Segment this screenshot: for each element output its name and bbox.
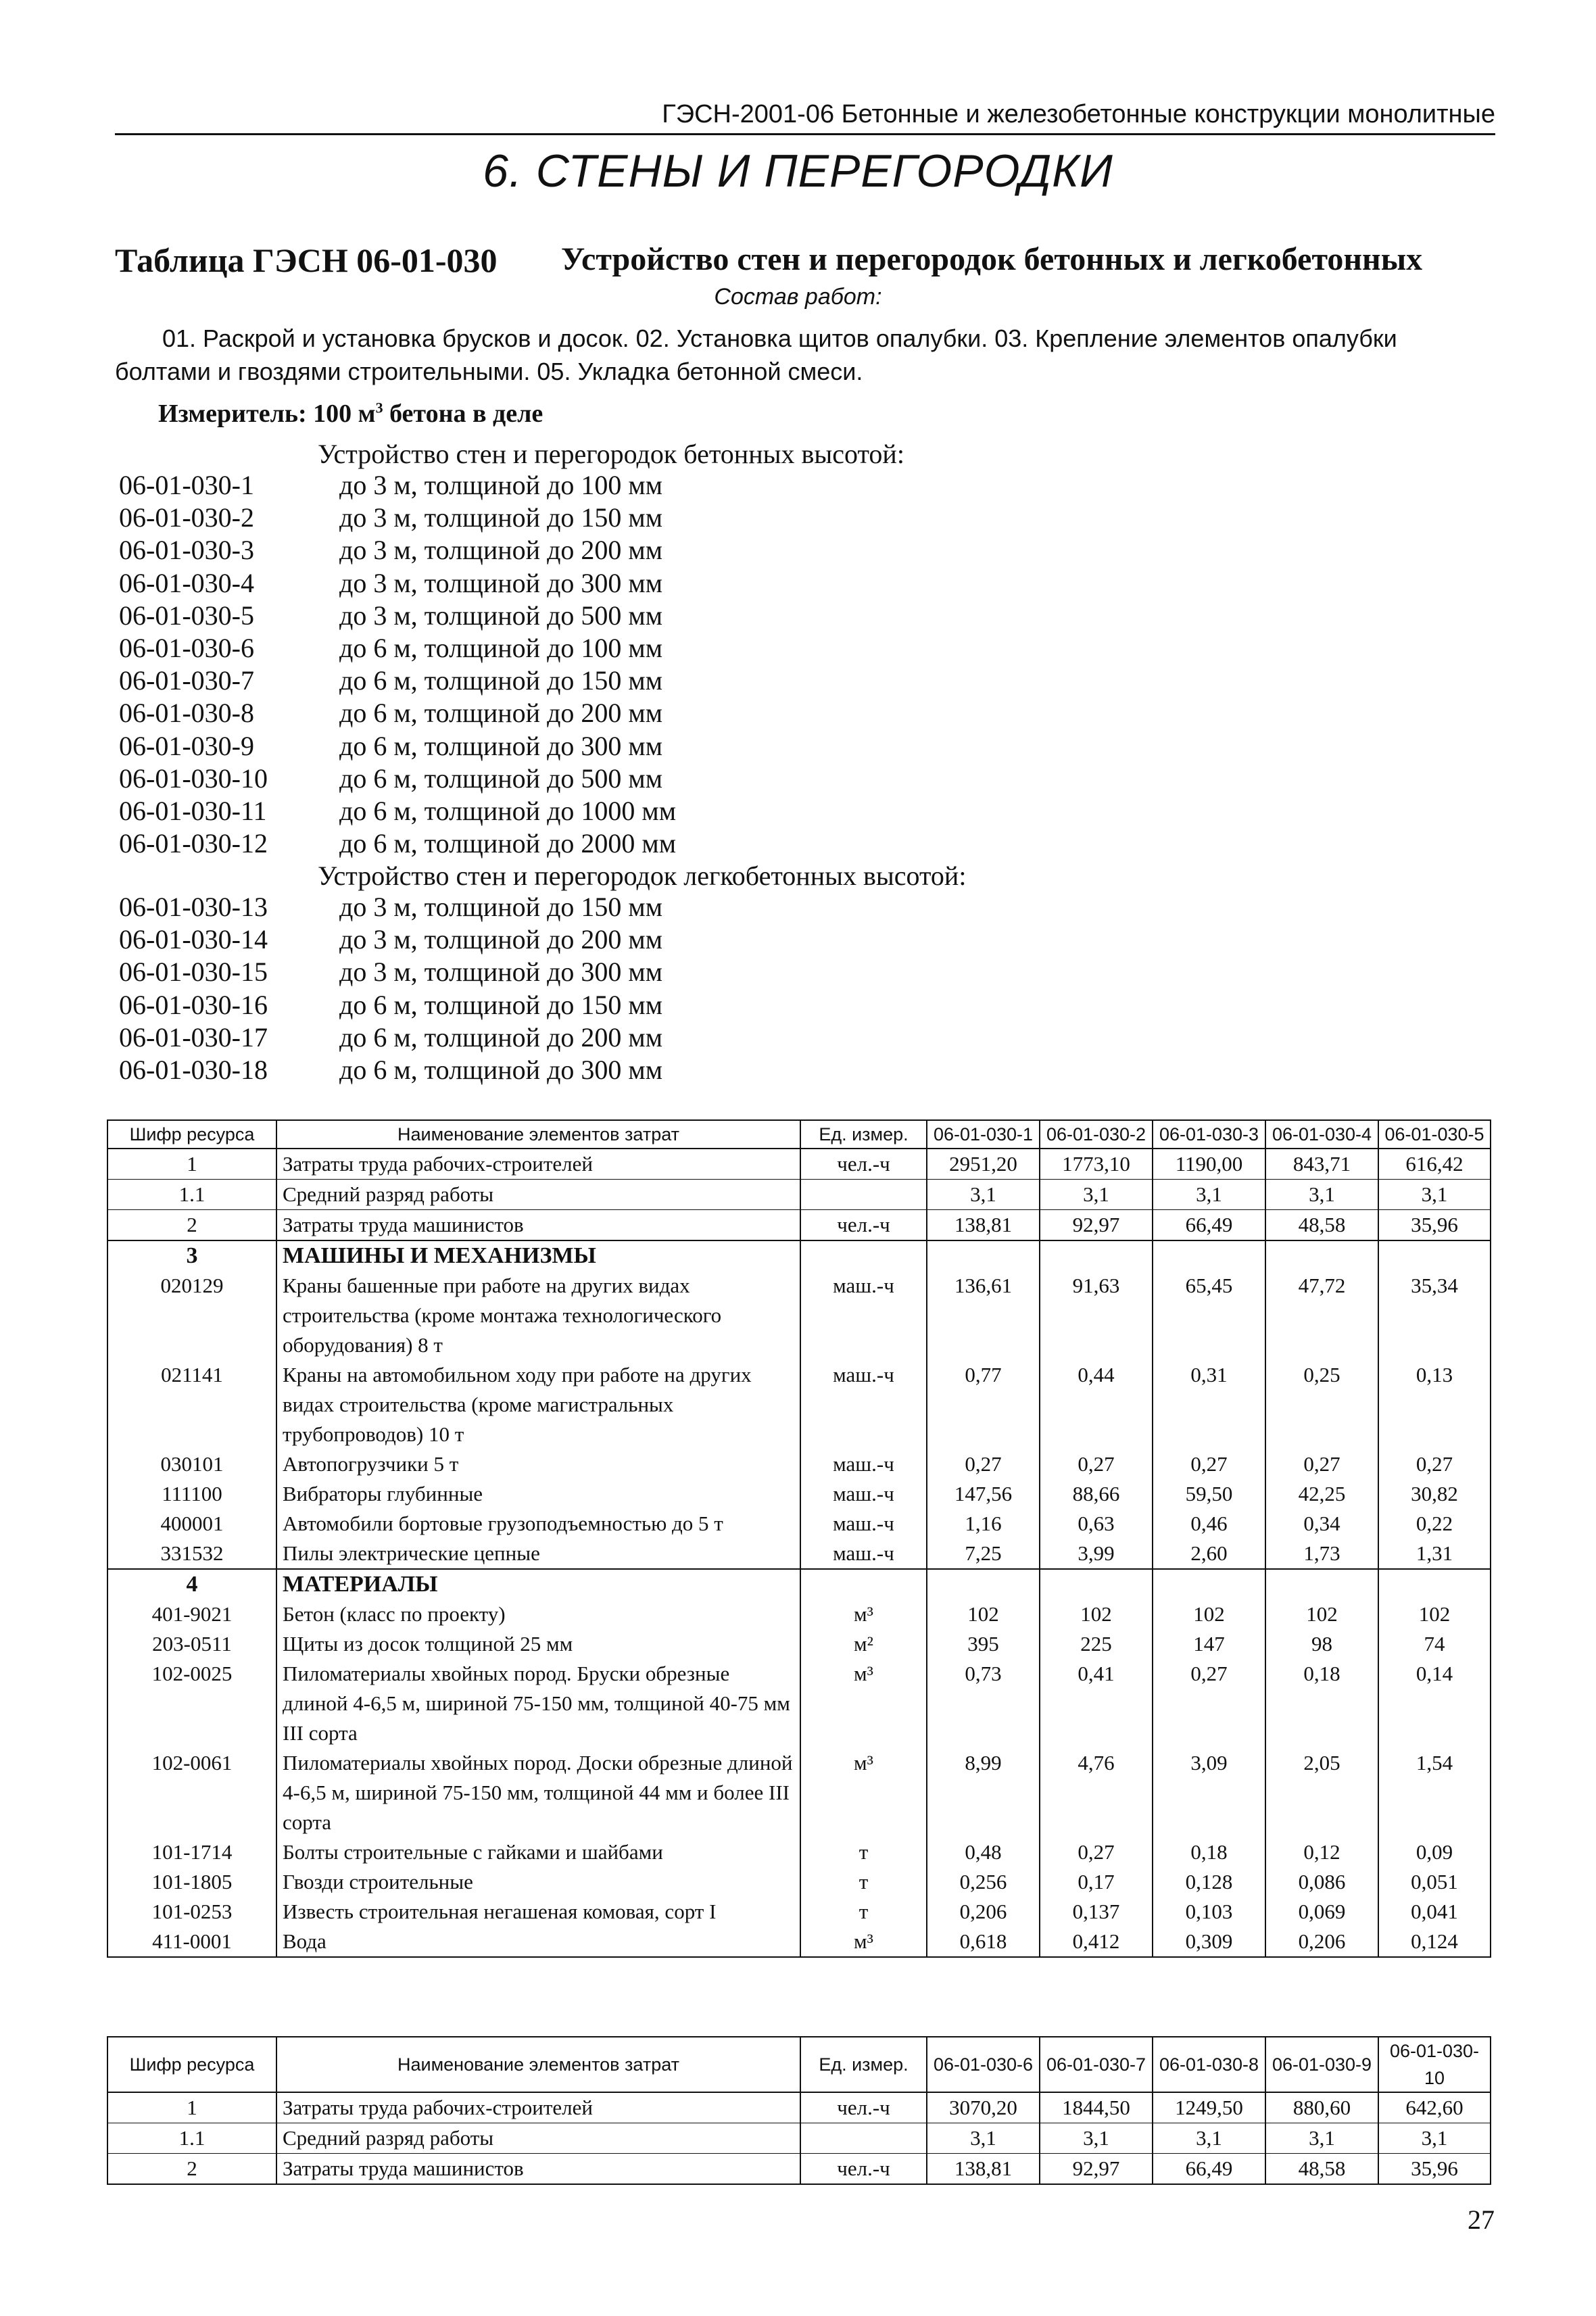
work-code: 06-01-030-6	[119, 633, 254, 664]
resource-value: 0,27	[1040, 1837, 1153, 1867]
resource-value: 843,71	[1265, 1149, 1378, 1180]
resource-value: 1773,10	[1040, 1149, 1153, 1180]
work-code: 06-01-030-11	[119, 796, 267, 827]
resource-value: 65,45	[1153, 1271, 1265, 1360]
table-row	[107, 1629, 1491, 1659]
resource-value	[927, 1569, 1040, 1599]
table-row	[107, 1479, 1491, 1509]
resource-unit	[800, 1180, 927, 1210]
resource-value: 0,256	[927, 1867, 1040, 1897]
resource-value: 1190,00	[1153, 1149, 1265, 1180]
work-description: до 6 м, толщиной до 100 мм	[339, 633, 663, 664]
work-code-row	[119, 502, 676, 534]
resource-unit: маш.-ч	[800, 1539, 927, 1569]
resource-value	[1265, 1569, 1378, 1599]
work-code-row	[119, 567, 676, 600]
resource-value: 3,1	[1265, 2123, 1378, 2154]
resource-value: 0,086	[1265, 1867, 1378, 1897]
resource-name: Краны башенные при работе на других видах строительства (кроме монтажа технологического оборудования) 8 т	[276, 1271, 800, 1360]
work-description: до 6 м, толщиной до 200 мм	[339, 1021, 663, 1053]
resource-value: 0,25	[1265, 1360, 1378, 1449]
resource-name: Вибраторы глубинные	[276, 1479, 800, 1509]
resource-value: 2,60	[1153, 1539, 1265, 1569]
resource-name: Гвозди строительные	[276, 1867, 800, 1897]
resource-value: 2951,20	[927, 1149, 1040, 1180]
resource-value: 0,137	[1040, 1897, 1153, 1927]
resource-table-2	[107, 2036, 1491, 2185]
resource-name: Затраты труда машинистов	[276, 2154, 800, 2185]
resource-value: 42,25	[1265, 1479, 1378, 1509]
resource-name: МАТЕРИАЛЫ	[276, 1569, 800, 1599]
table-row	[107, 1599, 1491, 1629]
resource-value: 35,96	[1378, 2154, 1491, 2185]
resource-value: 74	[1378, 1629, 1491, 1659]
resource-value: 0,73	[927, 1659, 1040, 1748]
resource-value: 3,1	[1153, 2123, 1265, 2154]
resource-value: 4,76	[1040, 1748, 1153, 1837]
table-row	[107, 1149, 1491, 1180]
resource-value: 102	[1040, 1599, 1153, 1629]
resource-code: 101-1805	[107, 1867, 276, 1897]
resource-value: 0,041	[1378, 1897, 1491, 1927]
resource-unit: т	[800, 1837, 927, 1867]
work-description: до 6 м, толщиной до 500 мм	[339, 763, 663, 794]
resource-name: Краны на автомобильном ходу при работе на других видах строительства (кроме магистральных трубопроводов) 10 т	[276, 1360, 800, 1449]
resource-value: 102	[927, 1599, 1040, 1629]
work-code: 06-01-030-15	[119, 957, 268, 988]
resource-value: 66,49	[1153, 2154, 1265, 2185]
work-code-row	[119, 827, 676, 860]
resource-value: 136,61	[927, 1271, 1040, 1360]
resource-value	[927, 1240, 1040, 1271]
table-row	[107, 1180, 1491, 1210]
work-code-row	[119, 665, 676, 697]
resource-value: 642,60	[1378, 2092, 1491, 2123]
resource-code: 331532	[107, 1539, 276, 1569]
resource-value: 225	[1040, 1629, 1153, 1659]
work-code-row	[119, 469, 676, 502]
resource-value: 102	[1265, 1599, 1378, 1629]
resource-name: Затраты труда машинистов	[276, 1210, 800, 1241]
resource-value: 0,63	[1040, 1509, 1153, 1539]
work-description: до 3 м, толщиной до 300 мм	[339, 957, 663, 988]
resource-value: 0,77	[927, 1360, 1040, 1449]
resource-value: 3,1	[1040, 1180, 1153, 1210]
column-header: Наименование элементов затрат	[276, 2037, 800, 2092]
resource-unit: чел.-ч	[800, 2154, 927, 2185]
resource-value: 91,63	[1040, 1271, 1153, 1360]
work-code-row	[119, 763, 676, 795]
resource-value: 0,103	[1153, 1897, 1265, 1927]
work-code-row	[119, 923, 662, 956]
resource-unit: чел.-ч	[800, 1149, 927, 1180]
work-code: 06-01-030-3	[119, 535, 254, 566]
resource-value: 98	[1265, 1629, 1378, 1659]
resource-value: 616,42	[1378, 1149, 1491, 1180]
resource-value: 1,73	[1265, 1539, 1378, 1569]
resource-value: 0,309	[1153, 1927, 1265, 1957]
resource-code: 203-0511	[107, 1629, 276, 1659]
resource-value: 0,13	[1378, 1360, 1491, 1449]
resource-value: 66,49	[1153, 1210, 1265, 1241]
resource-unit: маш.-ч	[800, 1479, 927, 1509]
resource-value: 0,128	[1153, 1867, 1265, 1897]
resource-unit	[800, 1240, 927, 1271]
resource-code: 030101	[107, 1449, 276, 1479]
resource-name: Пилы электрические цепные	[276, 1539, 800, 1569]
resource-value: 3,1	[1265, 1180, 1378, 1210]
resource-table-1	[107, 1119, 1491, 1958]
column-header: 06-01-030-1	[927, 1120, 1040, 1149]
resource-code: 1	[107, 1149, 276, 1180]
resource-value: 35,96	[1378, 1210, 1491, 1241]
work-description: до 6 м, толщиной до 2000 мм	[339, 828, 677, 859]
resource-value: 0,27	[927, 1449, 1040, 1479]
resource-unit: маш.-ч	[800, 1271, 927, 1360]
resource-code: 102-0025	[107, 1659, 276, 1748]
resource-value: 3070,20	[927, 2092, 1040, 2123]
resource-value: 7,25	[927, 1539, 1040, 1569]
measure-value: 100 $м^3$ бетона в деле	[313, 399, 543, 428]
work-code: 06-01-030-18	[119, 1055, 268, 1086]
table-row	[107, 1897, 1491, 1927]
resource-code: 1	[107, 2092, 276, 2123]
measure-label: Измеритель:	[158, 400, 307, 428]
column-header: 06-01-030-7	[1040, 2037, 1153, 2092]
resource-code: 411-0001	[107, 1927, 276, 1957]
resource-name: Щиты из досок толщиной 25 мм	[276, 1629, 800, 1659]
resource-value: 1,16	[927, 1509, 1040, 1539]
resource-value: 0,22	[1378, 1509, 1491, 1539]
work-code-row	[119, 697, 676, 729]
resource-value: 395	[927, 1629, 1040, 1659]
work-description: до 3 м, толщиной до 200 мм	[339, 924, 663, 955]
resource-value: 0,48	[927, 1837, 1040, 1867]
resource-code: 2	[107, 1210, 276, 1241]
work-code: 06-01-030-16	[119, 989, 268, 1020]
work-code-row	[119, 534, 676, 566]
resource-code: 101-1714	[107, 1837, 276, 1867]
resource-unit	[800, 2123, 927, 2154]
resource-name: Известь строительная негашеная комовая, сорт I	[276, 1897, 800, 1927]
resource-unit: т	[800, 1897, 927, 1927]
resource-value: 102	[1153, 1599, 1265, 1629]
resource-code: 101-0253	[107, 1897, 276, 1927]
resource-unit: маш.-ч	[800, 1360, 927, 1449]
table-row	[107, 1927, 1491, 1957]
resource-unit: чел.-ч	[800, 1210, 927, 1241]
work-code-row	[119, 989, 662, 1021]
resource-value: 3,1	[1378, 2123, 1491, 2154]
resource-code: 021141	[107, 1360, 276, 1449]
resource-code: 1.1	[107, 2123, 276, 2154]
resource-value	[1378, 1240, 1491, 1271]
work-description: до 6 м, толщиной до 150 мм	[339, 665, 663, 696]
resource-name: Автомобили бортовые грузоподъемностью до 5 т	[276, 1509, 800, 1539]
resource-value: 0,412	[1040, 1927, 1153, 1957]
measure-line	[158, 399, 543, 429]
resource-name: Затраты труда рабочих-строителей	[276, 1149, 800, 1180]
resource-code: 4	[107, 1569, 276, 1599]
work-code: 06-01-030-13	[119, 892, 268, 922]
resource-value: 3,09	[1153, 1748, 1265, 1837]
resource-unit: м³	[800, 1659, 927, 1748]
column-header: 06-01-030-3	[1153, 1120, 1265, 1149]
table-row	[107, 1539, 1491, 1569]
resource-value	[1040, 1240, 1153, 1271]
resource-name: Средний разряд работы	[276, 2123, 800, 2154]
resource-value: 0,41	[1040, 1659, 1153, 1748]
running-head: ГЭСН-2001-06 Бетонные и железобетонные конструкции монолитные	[115, 100, 1495, 135]
resource-value: 3,1	[1153, 1180, 1265, 1210]
column-header: 06-01-030-4	[1265, 1120, 1378, 1149]
work-description: до 6 м, толщиной до 150 мм	[339, 989, 663, 1020]
resource-unit	[800, 1569, 927, 1599]
resource-value: 0,051	[1378, 1867, 1491, 1897]
resource-value: 0,09	[1378, 1837, 1491, 1867]
resource-code: 2	[107, 2154, 276, 2185]
column-header: 06-01-030-8	[1153, 2037, 1265, 2092]
table-title: Устройство стен и перегородок бетонных и легкобетонных	[561, 241, 1423, 277]
code-list-lightweight	[119, 891, 662, 1086]
resource-value: 3,1	[927, 1180, 1040, 1210]
resource-value: 0,27	[1265, 1449, 1378, 1479]
resource-value: 3,1	[1040, 2123, 1153, 2154]
work-code: 06-01-030-4	[119, 567, 254, 598]
resource-name: Вода	[276, 1927, 800, 1957]
resource-name: Болты строительные с гайками и шайбами	[276, 1837, 800, 1867]
column-header: Шифр ресурса	[107, 2037, 276, 2092]
work-code: 06-01-030-12	[119, 828, 268, 859]
resource-value: 0,206	[927, 1897, 1040, 1927]
resource-value	[1040, 1569, 1153, 1599]
resource-value: 147,56	[927, 1479, 1040, 1509]
resource-value: 0,14	[1378, 1659, 1491, 1748]
resource-unit: чел.-ч	[800, 2092, 927, 2123]
column-header: Ед. измер.	[800, 1120, 927, 1149]
resource-value: 35,34	[1378, 1271, 1491, 1360]
resource-unit: м³	[800, 1748, 927, 1837]
resource-value: 1,31	[1378, 1539, 1491, 1569]
resource-value	[1153, 1240, 1265, 1271]
work-description: до 6 м, толщиной до 200 мм	[339, 698, 663, 729]
resource-value: 8,99	[927, 1748, 1040, 1837]
work-code: 06-01-030-17	[119, 1021, 268, 1053]
table-code: Таблица ГЭСН 06-01-030	[115, 241, 498, 279]
table-row	[107, 1210, 1491, 1241]
work-code: 06-01-030-2	[119, 502, 254, 533]
resource-value: 47,72	[1265, 1271, 1378, 1360]
work-code: 06-01-030-10	[119, 763, 268, 794]
work-code-row	[119, 632, 676, 665]
resource-value: 138,81	[927, 1210, 1040, 1241]
work-code: 06-01-030-8	[119, 698, 254, 729]
column-header: 06-01-030-6	[927, 2037, 1040, 2092]
column-header: 06-01-030-10	[1378, 2037, 1491, 2092]
work-description: до 3 м, толщиной до 300 мм	[339, 567, 663, 598]
resource-name: Средний разряд работы	[276, 1180, 800, 1210]
resource-value: 59,50	[1153, 1479, 1265, 1509]
table-row	[107, 1659, 1491, 1748]
resource-value: 1,54	[1378, 1748, 1491, 1837]
work-description: до 3 м, толщиной до 500 мм	[339, 600, 663, 631]
resource-value: 0,618	[927, 1927, 1040, 1957]
resource-code: 111100	[107, 1479, 276, 1509]
work-code-row	[119, 1021, 662, 1054]
work-code: 06-01-030-1	[119, 470, 254, 500]
work-code: 06-01-030-5	[119, 600, 254, 631]
resource-value: 0,12	[1265, 1837, 1378, 1867]
work-code-row	[119, 891, 662, 923]
table-row	[107, 1867, 1491, 1897]
group-heading-concrete: Устройство стен и перегородок бетонных высотой:	[318, 439, 904, 469]
work-description: до 3 м, толщиной до 100 мм	[339, 470, 663, 500]
resource-code: 401-9021	[107, 1599, 276, 1629]
resource-name: Затраты труда рабочих-строителей	[276, 2092, 800, 2123]
resource-code: 020129	[107, 1271, 276, 1360]
work-code-row	[119, 795, 676, 827]
resource-value: 0,124	[1378, 1927, 1491, 1957]
resource-unit: м³	[800, 1927, 927, 1957]
resource-value: 138,81	[927, 2154, 1040, 2185]
resource-unit: т	[800, 1867, 927, 1897]
resource-value: 0,27	[1153, 1659, 1265, 1748]
resource-value: 1844,50	[1040, 2092, 1153, 2123]
resource-value: 3,1	[927, 2123, 1040, 2154]
resource-name: Бетон (класс по проекту)	[276, 1599, 800, 1629]
column-header: Шифр ресурса	[107, 1120, 276, 1149]
work-code-row	[119, 1054, 662, 1086]
resource-value: 0,27	[1153, 1449, 1265, 1479]
table-row	[107, 2123, 1491, 2154]
table-row	[107, 1569, 1491, 1599]
resource-value: 0,46	[1153, 1509, 1265, 1539]
table-row	[107, 1271, 1491, 1360]
resource-name: МАШИНЫ И МЕХАНИЗМЫ	[276, 1240, 800, 1271]
resource-value: 3,1	[1378, 1180, 1491, 1210]
resource-value: 102	[1378, 1599, 1491, 1629]
resource-value: 48,58	[1265, 1210, 1378, 1241]
resource-value: 0,34	[1265, 1509, 1378, 1539]
resource-unit: м³	[800, 1599, 927, 1629]
table-row	[107, 1449, 1491, 1479]
resource-value: 0,206	[1265, 1927, 1378, 1957]
work-code: 06-01-030-9	[119, 730, 254, 761]
resource-value: 1249,50	[1153, 2092, 1265, 2123]
resource-unit: маш.-ч	[800, 1449, 927, 1479]
column-header: Ед. измер.	[800, 2037, 927, 2092]
work-description: до 3 м, толщиной до 150 мм	[339, 502, 663, 533]
resource-value: 0,27	[1040, 1449, 1153, 1479]
resource-value: 3,99	[1040, 1539, 1153, 1569]
resource-value: 0,069	[1265, 1897, 1378, 1927]
resource-name: Пиломатериалы хвойных пород. Бруски обрезные длиной 4-6,5 м, шириной 75-150 мм, толщиной 40-75 мм III сорта	[276, 1659, 800, 1748]
section-title: 6. СТЕНЫ И ПЕРЕГОРОДКИ	[483, 145, 1113, 197]
resource-value: 92,97	[1040, 1210, 1153, 1241]
column-header: 06-01-030-5	[1378, 1120, 1491, 1149]
work-code: 06-01-030-7	[119, 665, 254, 696]
work-description: до 6 м, толщиной до 1000 мм	[339, 796, 677, 827]
composition-text: 01. Раскрой и установка брусков и досок. 02. Установка щитов опалубки. 03. Крепление элементов опалубки болтами и гвоздями строительными. 05. Укладка бетонной смеси.	[115, 324, 1397, 385]
work-description: до 6 м, толщиной до 300 мм	[339, 730, 663, 761]
table-row	[107, 1360, 1491, 1449]
resource-code: 1.1	[107, 1180, 276, 1210]
table-row	[107, 2154, 1491, 2185]
column-header: 06-01-030-2	[1040, 1120, 1153, 1149]
column-header: Наименование элементов затрат	[276, 1120, 800, 1149]
resource-value: 0,27	[1378, 1449, 1491, 1479]
column-header: 06-01-030-9	[1265, 2037, 1378, 2092]
resource-value: 880,60	[1265, 2092, 1378, 2123]
resource-value: 0,17	[1040, 1867, 1153, 1897]
resource-value: 0,44	[1040, 1360, 1153, 1449]
page-number: 27	[1468, 2204, 1495, 2235]
group-heading-lightweight: Устройство стен и перегородок легкобетонных высотой:	[318, 861, 967, 891]
resource-code: 3	[107, 1240, 276, 1271]
composition-heading: Состав работ:	[714, 284, 882, 310]
resource-unit: м²	[800, 1629, 927, 1659]
work-code-row	[119, 600, 676, 632]
table-row	[107, 1509, 1491, 1539]
table-row	[107, 1837, 1491, 1867]
resource-value	[1265, 1240, 1378, 1271]
work-description: до 6 м, толщиной до 300 мм	[339, 1055, 663, 1086]
resource-value: 0,31	[1153, 1360, 1265, 1449]
work-description: до 3 м, толщиной до 200 мм	[339, 535, 663, 566]
table-row	[107, 1240, 1491, 1271]
code-list-concrete	[119, 469, 676, 860]
resource-value: 147	[1153, 1629, 1265, 1659]
resource-value	[1153, 1569, 1265, 1599]
resource-name: Автопогрузчики 5 т	[276, 1449, 800, 1479]
table-row	[107, 2092, 1491, 2123]
resource-unit: маш.-ч	[800, 1509, 927, 1539]
resource-value	[1378, 1569, 1491, 1599]
resource-value: 0,18	[1265, 1659, 1378, 1748]
table-row	[107, 1748, 1491, 1837]
resource-value: 48,58	[1265, 2154, 1378, 2185]
resource-name: Пиломатериалы хвойных пород. Доски обрезные длиной 4-6,5 м, шириной 75-150 мм, толщиной 44 мм и более III сорта	[276, 1748, 800, 1837]
resource-code: 102-0061	[107, 1748, 276, 1837]
work-description: до 3 м, толщиной до 150 мм	[339, 892, 663, 922]
resource-value: 2,05	[1265, 1748, 1378, 1837]
resource-value: 92,97	[1040, 2154, 1153, 2185]
resource-value: 0,18	[1153, 1837, 1265, 1867]
resource-value: 88,66	[1040, 1479, 1153, 1509]
resource-value: 30,82	[1378, 1479, 1491, 1509]
work-code-row	[119, 730, 676, 763]
work-code: 06-01-030-14	[119, 924, 268, 955]
work-code-row	[119, 956, 662, 988]
resource-code: 400001	[107, 1509, 276, 1539]
